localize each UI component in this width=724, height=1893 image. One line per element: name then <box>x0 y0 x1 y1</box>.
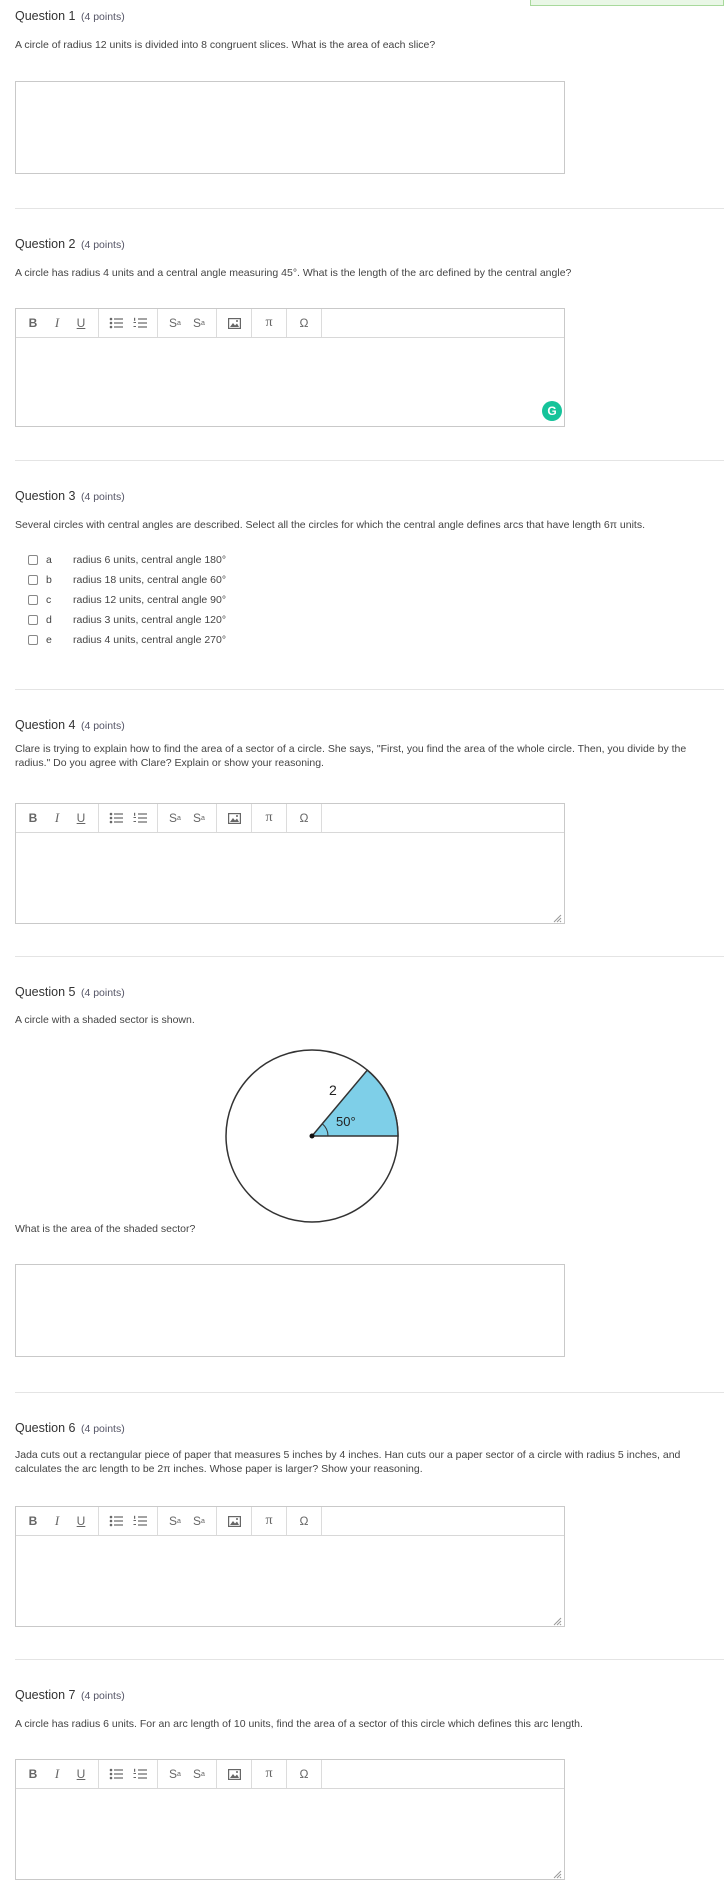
underline-button[interactable]: U <box>76 1514 86 1528</box>
italic-button[interactable]: I <box>54 810 60 825</box>
question-5-text: A circle with a shaded sector is shown. <box>15 1014 195 1026</box>
bold-button[interactable]: B <box>28 811 38 825</box>
question-7-heading <box>15 1688 125 1702</box>
question-5-title: Question 5 <box>15 985 76 999</box>
center-point <box>310 1134 315 1139</box>
pi-symbol-button[interactable]: π <box>265 1766 273 1781</box>
question-3-points: (4 points) <box>80 491 125 503</box>
question-2-heading <box>15 237 125 251</box>
separator <box>15 1392 724 1393</box>
circle-sector-figure <box>222 1046 402 1226</box>
question-2-text: A circle has radius 4 units and a central angle measuring 45°. What is the length of the arc defined by the central angle? <box>15 267 572 279</box>
special-character-button[interactable]: Ω <box>299 1767 309 1781</box>
bulleted-list-icon[interactable] <box>104 1507 128 1535</box>
question-6-points: (4 points) <box>80 1423 125 1435</box>
question-7-text: A circle has radius 6 units. For an arc length of 10 units, find the area of a sector of this circle which defines this arc length. <box>15 1718 583 1730</box>
option-c[interactable] <box>28 592 226 608</box>
option-label: radius 4 units, central angle 270° <box>73 634 227 646</box>
bulleted-list-icon[interactable] <box>104 804 128 832</box>
special-character-button[interactable]: Ω <box>299 316 309 330</box>
option-letter: b <box>46 574 52 586</box>
numbered-list-icon[interactable] <box>128 309 152 337</box>
superscript-button[interactable]: S a <box>169 1514 181 1528</box>
question-1-title: Question 1 <box>15 9 76 23</box>
option-e[interactable] <box>28 632 226 648</box>
italic-button[interactable]: I <box>54 1513 60 1528</box>
subscript-button[interactable]: S a <box>193 316 205 330</box>
option-label: radius 6 units, central angle 180° <box>73 554 227 566</box>
image-icon[interactable] <box>222 1760 246 1788</box>
separator <box>15 956 724 957</box>
question-1-answer-box[interactable] <box>15 81 565 174</box>
italic-button[interactable]: I <box>54 315 60 330</box>
subscript-button[interactable]: S a <box>193 1767 205 1781</box>
option-letter: d <box>46 614 52 626</box>
question-2-editor <box>15 308 565 427</box>
separator <box>15 689 724 690</box>
option-checkbox[interactable] <box>28 575 38 585</box>
option-checkbox[interactable] <box>28 615 38 625</box>
option-checkbox[interactable] <box>28 555 38 565</box>
editor-toolbar <box>16 309 564 338</box>
option-checkbox[interactable] <box>28 635 38 645</box>
bulleted-list-icon[interactable] <box>104 309 128 337</box>
option-b[interactable] <box>28 572 226 588</box>
question-1-text: A circle of radius 12 units is divided into 8 congruent slices. What is the area of each slice? <box>15 39 436 51</box>
question-5-points: (4 points) <box>80 987 125 999</box>
question-3-text: Several circles with central angles are described. Select all the circles for which the central angle defines arcs that have length 6π units. <box>15 519 645 531</box>
question-4-points: (4 points) <box>80 720 125 732</box>
option-letter: a <box>46 554 52 566</box>
question-2-points: (4 points) <box>80 239 125 251</box>
separator <box>15 208 724 209</box>
top-status-banner <box>530 0 724 6</box>
subscript-button[interactable]: S a <box>193 1514 205 1528</box>
image-icon[interactable] <box>222 309 246 337</box>
question-4-editor <box>15 803 565 924</box>
option-a[interactable] <box>28 552 226 568</box>
image-icon[interactable] <box>222 804 246 832</box>
question-6-text-line-2: calculates the arc length to be 2π inches. Whose paper is larger? Show your reasoning. <box>15 1463 423 1475</box>
option-d[interactable] <box>28 612 226 628</box>
question-4-text-line-2: radius." Do you agree with Clare? Explain or show your reasoning. <box>15 757 324 769</box>
editor-toolbar <box>16 1507 564 1536</box>
question-5-followup: What is the area of the shaded sector? <box>15 1223 196 1235</box>
bold-button[interactable]: B <box>28 1514 38 1528</box>
question-5-heading <box>15 985 125 999</box>
option-checkbox[interactable] <box>28 595 38 605</box>
option-label: radius 12 units, central angle 90° <box>73 594 227 606</box>
question-2-text-area[interactable] <box>16 338 564 427</box>
superscript-button[interactable]: S a <box>169 316 181 330</box>
question-6-title: Question 6 <box>15 1421 76 1435</box>
numbered-list-icon[interactable] <box>128 804 152 832</box>
option-letter: e <box>46 634 52 646</box>
question-3-heading <box>15 489 125 503</box>
separator <box>15 1659 724 1660</box>
resize-handle-icon[interactable] <box>553 914 562 923</box>
question-6-editor <box>15 1506 565 1627</box>
option-letter: c <box>46 594 52 606</box>
image-icon[interactable] <box>222 1507 246 1535</box>
editor-toolbar <box>16 804 564 833</box>
superscript-button[interactable]: S a <box>169 1767 181 1781</box>
question-7-points: (4 points) <box>80 1690 125 1702</box>
numbered-list-icon[interactable] <box>128 1760 152 1788</box>
special-character-button[interactable]: Ω <box>299 1514 309 1528</box>
question-4-title: Question 4 <box>15 718 76 732</box>
question-4-text-area[interactable] <box>16 833 564 924</box>
question-7-editor <box>15 1759 565 1880</box>
option-label: radius 18 units, central angle 60° <box>73 574 227 586</box>
underline-button[interactable]: U <box>76 316 86 330</box>
question-6-heading <box>15 1421 125 1435</box>
pi-symbol-button[interactable]: π <box>265 315 273 330</box>
underline-button[interactable]: U <box>76 1767 86 1781</box>
question-6-text <box>15 1448 720 1476</box>
special-character-button[interactable]: Ω <box>299 811 309 825</box>
question-6-text-area[interactable] <box>16 1536 564 1627</box>
question-1-heading <box>15 9 125 23</box>
underline-button[interactable]: U <box>76 811 86 825</box>
question-6-text-line-1: Jada cuts out a rectangular piece of paper that measures 5 inches by 4 inches. Han cuts our a paper sector of a circle with radius 5 inches, and <box>15 1449 681 1461</box>
question-2-title: Question 2 <box>15 237 76 251</box>
pi-symbol-button[interactable]: π <box>265 810 273 825</box>
bulleted-list-icon[interactable] <box>104 1760 128 1788</box>
bold-button[interactable]: B <box>28 316 38 330</box>
question-3-title: Question 3 <box>15 489 76 503</box>
question-7-title: Question 7 <box>15 1688 76 1702</box>
question-4-text <box>15 742 720 770</box>
question-4-text-line-1: Clare is trying to explain how to find the area of a sector of a circle. She says, "First, you find the area of the whole circle. Then, you divide by the <box>15 743 687 755</box>
pi-symbol-button[interactable]: π <box>265 1513 273 1528</box>
option-label: radius 3 units, central angle 120° <box>73 614 227 626</box>
numbered-list-icon[interactable] <box>128 1507 152 1535</box>
separator <box>15 460 724 461</box>
editor-toolbar <box>16 1760 564 1789</box>
superscript-button[interactable]: S a <box>169 811 181 825</box>
italic-button[interactable]: I <box>54 1766 60 1781</box>
bold-button[interactable]: B <box>28 1767 38 1781</box>
radius-label: 2 <box>329 1082 337 1098</box>
angle-label: 50° <box>336 1114 356 1129</box>
resize-handle-icon[interactable] <box>553 1617 562 1626</box>
question-1-points: (4 points) <box>80 11 125 23</box>
subscript-button[interactable]: S a <box>193 811 205 825</box>
grammarly-icon[interactable]: G <box>542 401 562 421</box>
resize-handle-icon[interactable] <box>553 1870 562 1879</box>
question-4-heading <box>15 718 125 732</box>
question-5-answer-box[interactable] <box>15 1264 565 1357</box>
question-7-text-area[interactable] <box>16 1789 564 1880</box>
